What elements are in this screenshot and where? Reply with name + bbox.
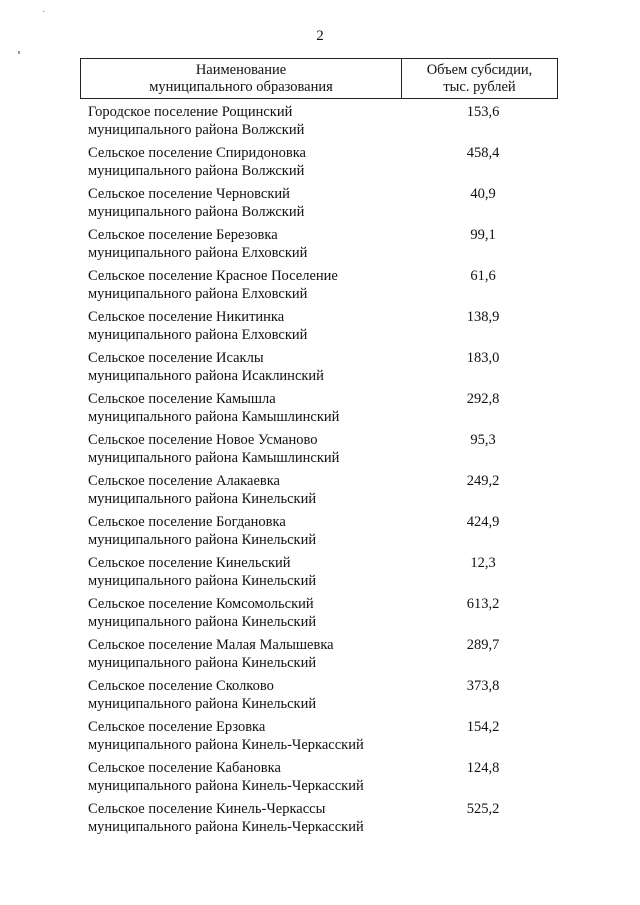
municipality-name: Сельское поселение Сколково муниципального района Кинельский (88, 678, 317, 712)
table-header (80, 58, 558, 99)
table-row (88, 390, 558, 431)
scan-tick (18, 51, 20, 54)
table-row (88, 636, 558, 677)
table-row (88, 472, 558, 513)
table-row (88, 595, 558, 636)
subsidy-amount: 12,3 (470, 555, 496, 571)
subsidy-amount: 525,2 (466, 801, 500, 817)
subsidy-amount: 40,9 (470, 186, 496, 202)
page-number: 2 (316, 28, 324, 44)
table-row (88, 349, 558, 390)
municipality-name: Сельское поселение Малая Малышевка муниципального района Кинельский (88, 637, 334, 671)
subsidy-amount: 154,2 (466, 719, 500, 735)
table-row (88, 513, 558, 554)
subsidy-amount: 99,1 (470, 227, 496, 243)
municipality-name: Сельское поселение Кабановка муниципального района Кинель-Черкасский (88, 760, 364, 794)
municipality-name: Сельское поселение Исаклы муниципального района Исаклинский (88, 350, 324, 384)
subsidy-amount: 183,0 (466, 350, 500, 366)
table-row (88, 103, 558, 144)
table-row (88, 431, 558, 472)
municipality-name: Сельское поселение Березовка муниципального района Елховский (88, 227, 308, 261)
municipality-name: Сельское поселение Богдановка муниципального района Кинельский (88, 514, 317, 548)
municipality-name: Сельское поселение Камышла муниципального района Камышлинский (88, 391, 340, 425)
municipality-name: Сельское поселение Кинель-Черкассы муниципального района Кинель-Черкасский (88, 801, 364, 835)
subsidy-amount: 292,8 (466, 391, 500, 407)
table-body (88, 103, 558, 841)
subsidy-amount: 458,4 (466, 145, 500, 161)
municipality-name: Сельское поселение Красное Поселение муниципального района Елховский (88, 268, 338, 302)
subsidy-amount: 153,6 (466, 104, 500, 120)
municipality-name: Сельское поселение Новое Усманово муниципального района Камышлинский (88, 432, 340, 466)
municipality-name: Сельское поселение Спиридоновка муниципального района Волжский (88, 145, 306, 179)
subsidy-amount: 373,8 (466, 678, 500, 694)
table-row (88, 226, 558, 267)
column-header-name: Наименование муниципального образования (81, 59, 402, 98)
municipality-name: Городское поселение Рощинский муниципального района Волжский (88, 104, 305, 138)
municipality-name: Сельское поселение Комсомольский муниципального района Кинельский (88, 596, 317, 630)
municipality-name: Сельское поселение Ерзовка муниципального района Кинель-Черкасский (88, 719, 364, 753)
subsidy-amount: 249,2 (466, 473, 500, 489)
table-row (88, 800, 558, 841)
subsidy-amount: 95,3 (470, 432, 496, 448)
table-row (88, 718, 558, 759)
subsidy-amount: 124,8 (466, 760, 500, 776)
subsidy-amount: 613,2 (466, 596, 500, 612)
table-row (88, 554, 558, 595)
subsidy-amount: 61,6 (470, 268, 496, 284)
table-row (88, 759, 558, 800)
table-row (88, 677, 558, 718)
scan-mark: · (42, 7, 46, 18)
table-row (88, 185, 558, 226)
table-row (88, 267, 558, 308)
municipality-name: Сельское поселение Никитинка муниципального района Елховский (88, 309, 308, 343)
municipality-name: Сельское поселение Черновский муниципального района Волжский (88, 186, 305, 220)
subsidy-amount: 289,7 (466, 637, 500, 653)
municipality-name: Сельское поселение Алакаевка муниципального района Кинельский (88, 473, 317, 507)
subsidy-amount: 138,9 (466, 309, 500, 325)
table-row (88, 144, 558, 185)
municipality-name: Сельское поселение Кинельский муниципального района Кинельский (88, 555, 317, 589)
column-header-amount: Объем субсидии, тыс. рублей (426, 61, 533, 95)
table-row (88, 308, 558, 349)
subsidy-amount: 424,9 (466, 514, 500, 530)
